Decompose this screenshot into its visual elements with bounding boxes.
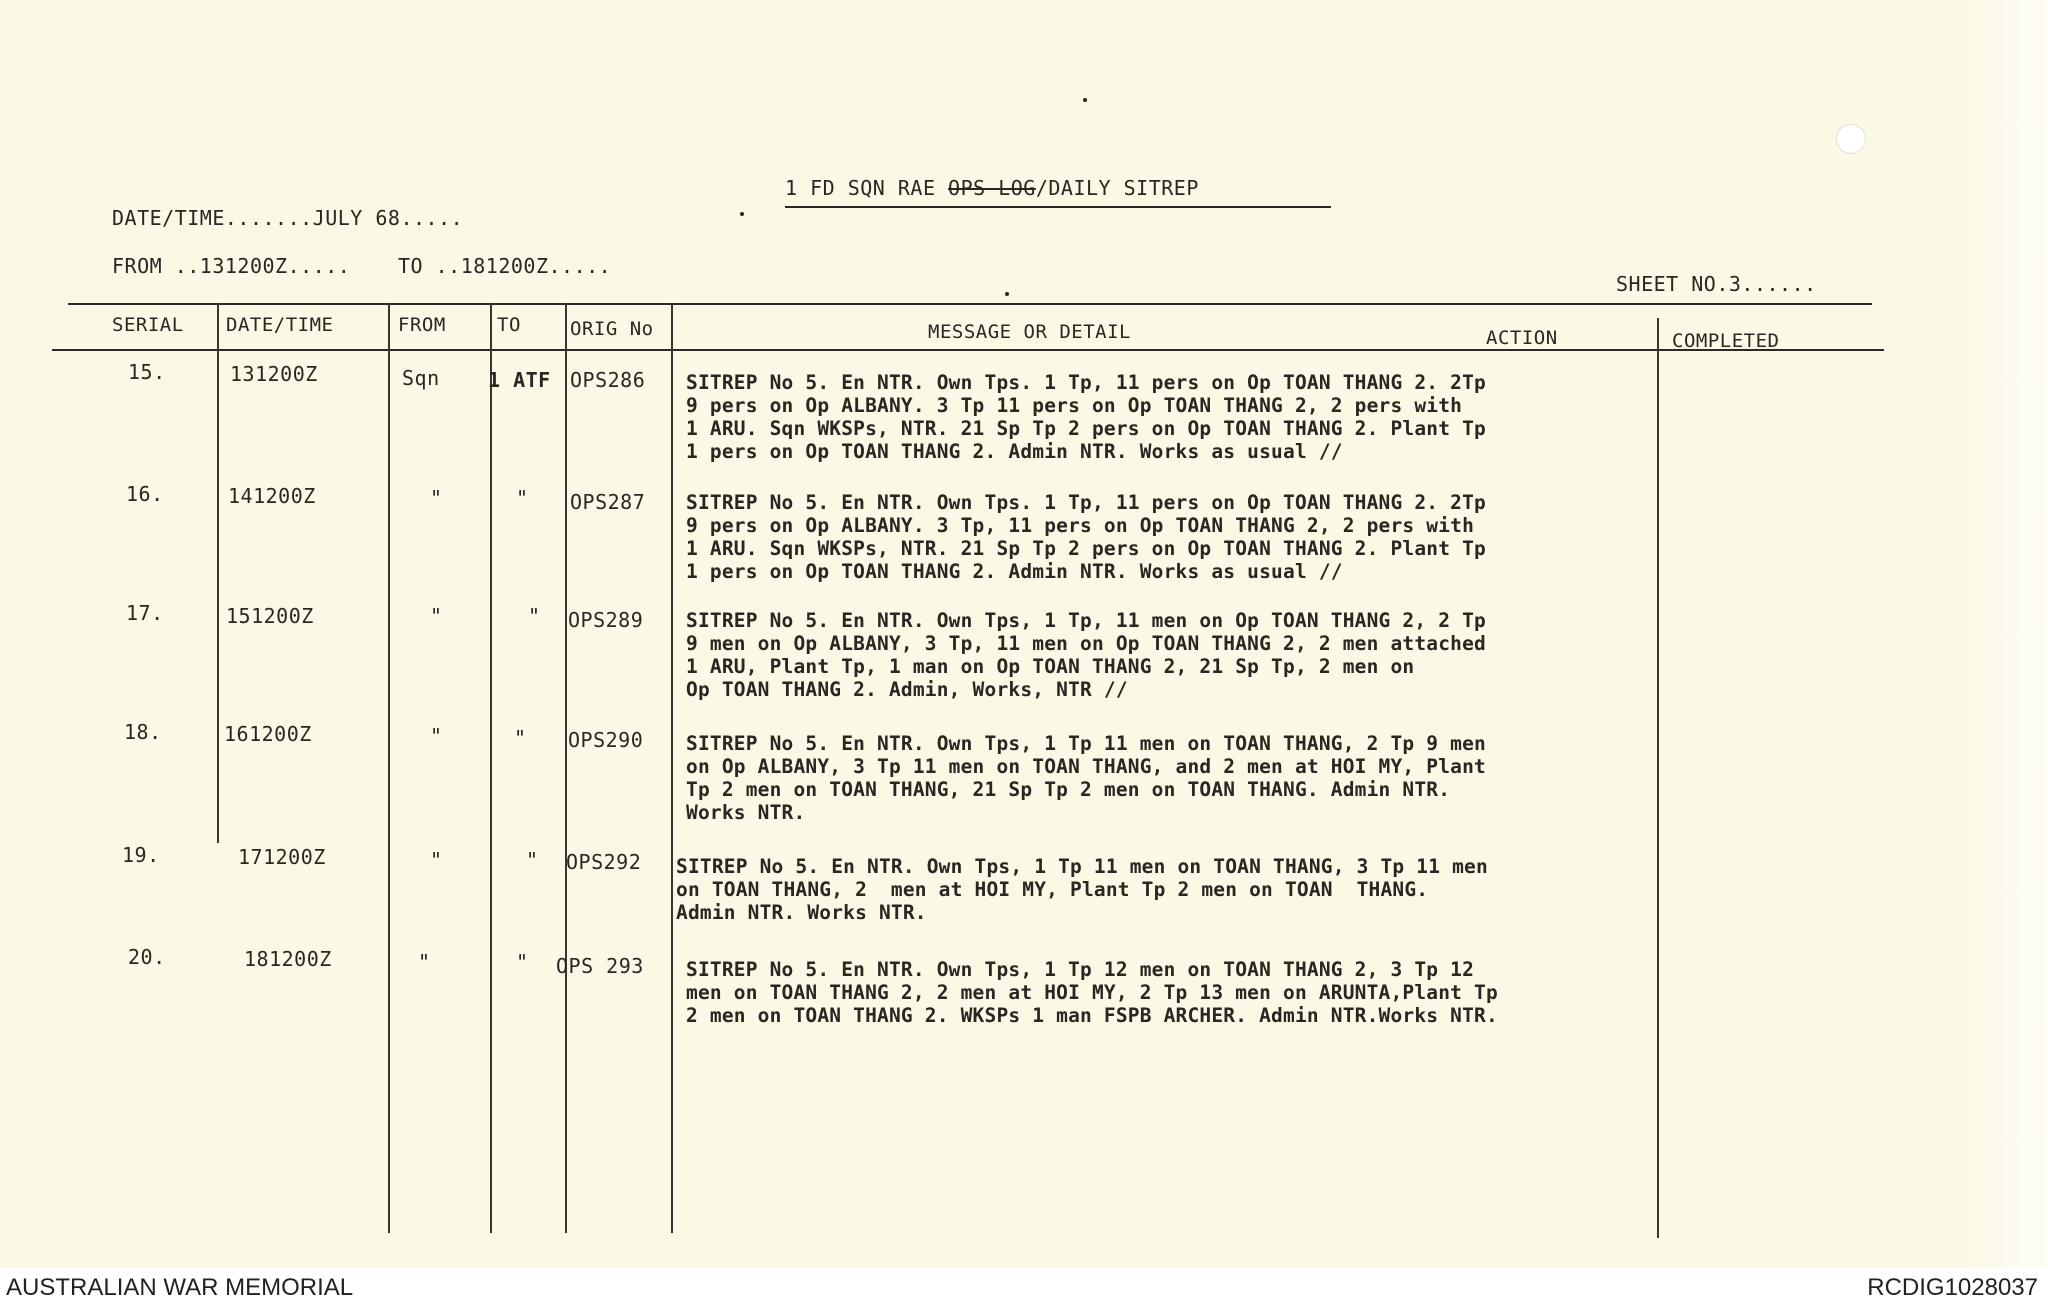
cell-serial: 15. [128, 360, 166, 384]
cell-serial: 18. [124, 720, 162, 744]
column-divider [565, 303, 567, 1233]
sheet-tail: ...... [1741, 272, 1817, 296]
cell-message: SITREP No 5. En NTR. Own Tps, 1 Tp 11 men on TOAN THANG, 3 Tp 11 men on TOAN THANG, 2 men at HOI MY, Plant Tp 2 men on TOAN THANG. Admin NTR. Works NTR. [676, 855, 1488, 924]
cell-orig-no: OPS290 [568, 728, 644, 752]
to-field [398, 254, 611, 278]
column-divider [490, 303, 492, 1233]
cell-serial: 17. [126, 601, 164, 625]
sheet-number-field [1616, 272, 1817, 296]
cell-from: " [430, 486, 443, 510]
from-field [112, 254, 350, 278]
cell-serial: 16. [126, 482, 164, 506]
cell-to: " [516, 486, 529, 510]
title-prefix: 1 FD SQN RAE [785, 176, 949, 200]
col-header-completed: COMPLETED [1672, 330, 1780, 352]
cell-orig-no: OPS286 [570, 368, 646, 392]
sheet-value: 3 [1728, 272, 1742, 296]
date-time-value: JULY 68 [312, 206, 401, 230]
table-top-rule [68, 303, 1872, 305]
cell-date-time: 151200Z [226, 604, 314, 628]
document-title [785, 176, 1199, 200]
col-header-action: ACTION [1486, 327, 1558, 349]
date-time-label: DATE/TIME....... [112, 206, 313, 230]
cell-from: " [430, 724, 443, 748]
cell-message: SITREP No 5. En NTR. Own Tps, 1 Tp, 11 men on Op TOAN THANG 2, 2 Tp 9 men on Op ALBANY, 3 Tp, 11 men on Op TOAN THANG 2, 2 men attached 1 ARU, Plant Tp, 1 man on Op TOAN THANG 2, 21 Sp Tp, 2 men on Op TOAN THANG 2. Admin, Works, NTR // [686, 609, 1486, 701]
cell-message: SITREP No 5. En NTR. Own Tps. 1 Tp, 11 pers on Op TOAN THANG 2. 2Tp 9 pers on Op ALBANY. 3 Tp, 11 pers on Op TOAN THANG 2, 2 pers with 1 ARU. Sqn WKSPs, NTR. 21 Sp Tp 2 pers on Op TOAN THANG 2. Plant Tp 1 pers on Op TOAN THANG 2. Admin NTR. Works as usual // [686, 491, 1486, 583]
cell-from: Sqn [402, 366, 440, 390]
title-underline [785, 206, 1331, 208]
date-time-tail: ..... [400, 206, 464, 230]
cell-date-time: 141200Z [228, 484, 316, 508]
date-time-field [112, 206, 463, 230]
to-tail: ..... [548, 254, 612, 278]
column-divider [1657, 318, 1659, 1238]
cell-message: SITREP No 5. En NTR. Own Tps. 1 Tp, 11 pers on Op TOAN THANG 2. 2Tp 9 pers on Op ALBANY. 3 Tp 11 pers on Op TOAN THANG 2, 2 pers with 1 ARU. Sqn WKSPs, NTR. 21 Sp Tp 2 pers on Op TOAN THANG 2. Plant Tp 1 pers on Op TOAN THANG 2. Admin NTR. Works as usual // [686, 371, 1486, 463]
col-header-serial: SERIAL [112, 314, 184, 336]
column-divider [671, 303, 673, 1233]
cell-orig-no: OPS292 [566, 850, 642, 874]
cell-serial: 19. [122, 843, 160, 867]
cell-to: " [516, 950, 529, 974]
cell-date-time: 171200Z [238, 845, 326, 869]
cell-date-time: 181200Z [244, 947, 332, 971]
sheet-label: SHEET NO. [1616, 272, 1729, 296]
cell-to: 1 ATF [488, 368, 551, 392]
cell-message: SITREP No 5. En NTR. Own Tps, 1 Tp 12 men on TOAN THANG 2, 3 Tp 12 men on TOAN THANG 2, 2 men at HOI MY, 2 Tp 13 men on ARUNTA,Plant Tp 2 men on TOAN THANG 2. WKSPs 1 man FSPB ARCHER. Admin NTR.Works NTR. [686, 958, 1498, 1027]
cell-date-time: 161200Z [224, 722, 312, 746]
column-divider [388, 303, 390, 1233]
from-label: FROM .. [112, 254, 200, 278]
ink-mark [740, 212, 744, 216]
cell-orig-no: OPS 293 [556, 954, 644, 978]
archive-footer [0, 1268, 2048, 1303]
cell-message: SITREP No 5. En NTR. Own Tps, 1 Tp 11 men on TOAN THANG, 2 Tp 9 men on Op ALBANY, 3 Tp 11 men on TOAN THANG, and 2 men at HOI MY, Plant Tp 2 men on TOAN THANG, 21 Sp Tp 2 men on TOAN THANG. Admin NTR. Works NTR. [686, 732, 1486, 824]
cell-serial: 20. [128, 945, 166, 969]
punch-hole [1836, 124, 1866, 154]
table-header-rule [52, 349, 1884, 351]
title-suffix: /DAILY SITREP [1035, 176, 1199, 200]
col-header-orig-no: ORIG No [570, 318, 654, 340]
to-value: 181200Z [460, 254, 549, 278]
from-value: 131200Z [199, 254, 288, 278]
col-header-date-time: DATE/TIME [226, 314, 334, 336]
cell-orig-no: OPS287 [570, 490, 646, 514]
cell-date-time: 131200Z [230, 362, 318, 386]
archive-id: RCDIG1028037 [1867, 1274, 2038, 1301]
cell-orig-no: OPS289 [568, 608, 644, 632]
to-label: TO .. [398, 254, 461, 278]
cell-from: " [418, 950, 431, 974]
archive-name: AUSTRALIAN WAR MEMORIAL [6, 1274, 354, 1301]
title-struck-text: OPS LOG [948, 176, 1036, 200]
cell-to: " [528, 604, 541, 628]
from-tail: ..... [287, 254, 351, 278]
cell-to: " [514, 726, 527, 750]
cell-from: " [430, 604, 443, 628]
col-header-from: FROM [398, 314, 446, 336]
col-header-message: MESSAGE OR DETAIL [928, 321, 1131, 343]
col-header-to: TO [497, 314, 521, 336]
column-divider [217, 303, 219, 843]
cell-to: " [526, 848, 539, 872]
ink-mark [1083, 98, 1087, 102]
cell-from: " [430, 848, 443, 872]
ink-mark [1005, 292, 1009, 296]
